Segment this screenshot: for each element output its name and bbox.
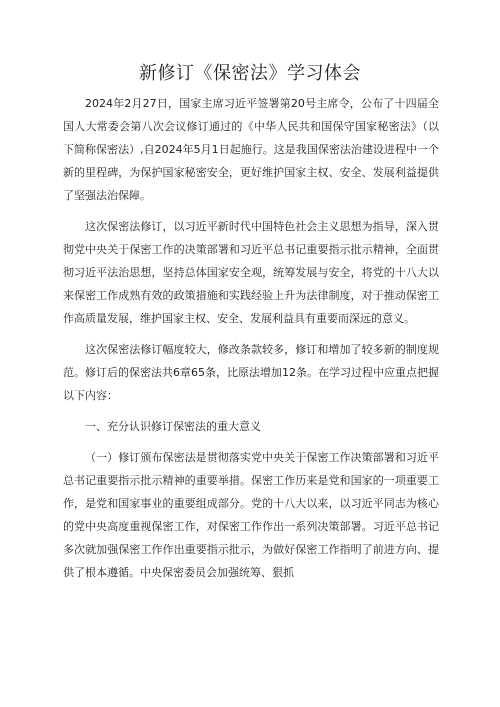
paragraph-intro: 2024年2月27日，国家主席习近平签署第20号主席令，公布了十四届全国人大常委会第八次会议修订通过的《中华人民共和国保守国家秘密法》（以下简称保密法）,自2024年5月1日起施行。这是我国保密法治建设进程中一个新的里程碑，为保护国家秘密安全，更好维护国家主权、安全、发展利益提供了坚强法治保障。 — [63, 97, 439, 202]
section-heading-1: 一、充分认识修订保密法的重大意义 — [85, 420, 261, 433]
document-body — [63, 92, 439, 584]
paragraph-guiding-thought: 这次保密法修订，以习近平新时代中国特色社会主义思想为指导，深入贯彻党中央关于保密工作的决策部署和习近平总书记重要指示批示精神，全面贯彻习近平法治思想，坚持总体国家安全观，统筹发展与安全，将党的十八大以来保密工作成熟有效的政策措施和实践经验上升为法律制度，对于推动保密工作高质量发展，维护国家主权、安全、发展利益具有重要而深远的意义。 — [63, 220, 439, 325]
paragraph-revision-scope: 这次保密法修订幅度较大，修改条款较多，修订和增加了较多新的制度规范。修订后的保密法共6章65条，比原法增加12条。在学习过程中应重点把握以下内容： — [63, 343, 439, 402]
document-title: 新修订《保密法》学习体会 — [139, 63, 361, 84]
paragraph-section-1-item-1: （一）修订颁布保密法是贯彻落实党中央关于保密工作决策部署和习近平总书记重要指示批示精神的重要举措。保密工作历来是党和国家的一项重要工作，是党和国家事业的重要组成部分。党的十八大以来，以习近平同志为核心的党中央高度重视保密工作，对保密工作作出一系列决策部署。习近平总书记多次就加强保密工作作出重要指示批示，为做好保密工作指明了前进方向、提供了根本遵循。中央保密委员会加强统筹、狠抓 — [63, 451, 439, 579]
